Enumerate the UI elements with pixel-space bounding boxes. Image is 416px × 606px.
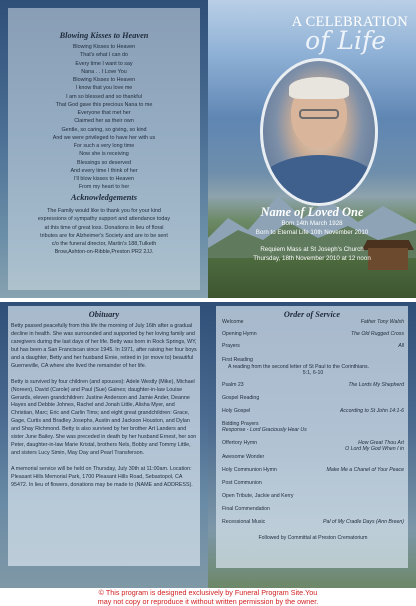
poem-line: That's what I can do (79, 52, 129, 59)
acknowledgement-line: at this time of great loss. Donations in lieu of floral (44, 224, 164, 231)
poem-line: I'll blow kisses to Heaven (73, 176, 135, 182)
obituary-paragraph: Betty passed peacefully from this life the morning of July 16th after a gradual decline in health. She was surrounded and supported by her loving family and caregivers during the last days of her life. Betty was born in Rock Springs, WY, but has been a San Franciscan since 1945. In 1971, after raising her four boys and a daughter, Betty and her husband Ernie, retired in (or move to) beautiful Guerneville, CA where she lived the remainder of her life. (11, 323, 197, 369)
copyright-line-1: © This program is designed exclusively by Funeral Program Site.You (98, 588, 318, 597)
obituary-panel (0, 302, 208, 588)
poem-line: And every time I think of her (70, 167, 138, 174)
poem-line: Blowing Kisses to Heaven (72, 77, 136, 83)
acknowledgements-title: Acknowledgements (71, 193, 137, 202)
cover-dates (208, 220, 416, 237)
service-item: Open Tribute, Jackie and Kerry (222, 493, 294, 499)
service-item: Post Communion (222, 480, 262, 486)
poem-line: Now she is receiving (79, 151, 129, 158)
service-item: Offertory Hymn How Great Thou Art (222, 440, 404, 446)
acknowledgement-line: expressions of sympathy support and attendance today (37, 216, 171, 223)
first-reading-verse: 5:1, 6-10 (302, 370, 324, 376)
poem-line: From my heart to her (78, 184, 130, 191)
service-item: Bidding Prayers (222, 421, 259, 427)
poem-line: Blowing Kisses to Heaven (72, 44, 136, 50)
cover-script-title: of Life (305, 26, 386, 55)
order-of-service-panel (208, 302, 416, 588)
service-item: Final Commendation (222, 506, 270, 512)
portrait-photo (260, 58, 378, 206)
service-line-1: Requiem Mass at St Joseph's Church (260, 246, 364, 253)
service-item: Opening Hymn The Old Rugged Cross (222, 331, 404, 337)
cover-title: A CELEBRATION (291, 14, 408, 30)
portrait-shirt (260, 155, 378, 206)
obituary-paragraph: A memorial service will be held on Thursday, July 30th at 11:00am. Location: Pleasant Hills Memorial Park, 1700 Pleasant Hills Road, Sebastopol, CA 95472. In lieu of flowers, donations may be made to (NAME and ADDRESS). (11, 466, 193, 488)
acknowledgement-line: The Family would like to thank you for your kind (47, 208, 161, 214)
poem-title: Blowing Kisses to Heaven (59, 31, 149, 40)
loved-one-name: Name of Loved One (260, 205, 364, 219)
service-item: Welcome Father Tony Walsh (222, 319, 404, 325)
acknowledgement-line: Brow,Ashton-on-Ribble,Preston PR2 2JJ. (54, 249, 154, 256)
eternal-life-date: Born to Eternal Life 10th November 2010 (255, 228, 369, 236)
copyright-line-2: may not copy or reproduce it without written permission by the owner. (97, 597, 319, 606)
poem-line: And we were privileged to have her with us (52, 134, 156, 141)
offertory-hymn-line: O Lord My God When I in (345, 446, 404, 452)
bidding-prayers-response: Response - Lord Graciously Hear Us (222, 427, 307, 433)
poem-line: That God gave this precious Nana to me (55, 101, 153, 108)
portrait-glasses (299, 109, 339, 119)
poem-line: I am so blessed and so thankful (66, 93, 142, 100)
poem-line: Blessings so deserved (77, 159, 131, 166)
service-item: Holy Gospel According to St John 14:1-6 (222, 408, 404, 414)
cover-panel (208, 0, 416, 298)
service-item: Awesome Wonder (222, 454, 265, 460)
poem-line: Everyone that met her (77, 110, 131, 116)
poem-lines (8, 43, 200, 192)
poem-line: Nana . . I Love You (81, 68, 127, 75)
portrait-hair (289, 77, 349, 99)
first-reading-detail: A reading from the second letter of St Paul to the Corinthians. (228, 364, 370, 370)
poem-line: Gentle, so caring, so giving, so kind (61, 126, 147, 133)
poem-panel (0, 0, 208, 298)
service-line-2: Thursday, 18th November 2010 at 12 noon (253, 254, 371, 262)
obituary-paragraph: Betty is survived by four children (and spouses): Adele Westly (Mike), Michael (Noreen), David (Carole) and Paul (Sue) Gaines; daughter-in-law Louise Gerards, eleven grandchildren: Justine Anderson and Jamie Ander, Deanne Hayes and Debbie Johnes, Rachel and Jonah Little, Alisha Myer, and Christian, Marc; Eric and Carlin Tims; and eight great grandchildren: Grace, Gage, Curtis and Bradley Josephs, Austin and Jackson Houston, and Dylan and Shay Richmond. Betty is also survived by her brother Art Landers and sister June Bailey. She was preceded in death by her husband Ernest, her son Peter, daughter-in-law Marie Kristal, brothers Nels, Bobby and Tommy Little, and sisters Lucy Simin, May Day and Pearl Transferson. (11, 378, 197, 457)
service-item: Psalm 23 The Lords My Shepherd (222, 382, 404, 388)
service-item: Prayers All (222, 343, 404, 349)
service-item: Recessional Music Pal of My Cradle Days (Ann Breen) (222, 519, 404, 525)
service-item: Gospel Reading (222, 395, 260, 401)
poem-line: Every time I want to say (75, 60, 133, 67)
poem-line: Claimed her as their own (74, 118, 134, 125)
acknowledgements-text (8, 207, 200, 257)
cover-service-info (208, 246, 416, 263)
obituary-text (11, 323, 197, 498)
poem-line: I know that you love me (75, 85, 133, 92)
service-item: First Reading (222, 357, 253, 363)
poem-line: For such a very long time (73, 143, 135, 149)
acknowledgement-line: c/o the funeral director, Martin's 188,Tulketh (51, 241, 157, 247)
service-item: Holy Communion Hymn Make Me a Chanel of Your Peace (222, 467, 404, 473)
birth-date: Born 14th March 1928 (281, 220, 343, 227)
acknowledgement-line: tributes are for Alzheimer's Society and are to be sent (40, 232, 168, 239)
order-of-service-title: Order of Service (283, 310, 341, 319)
committal-note: Followed by Committal at Preston Crematorium (258, 535, 368, 541)
copyright-footer (0, 588, 416, 606)
obituary-title: Obituary (88, 310, 120, 319)
